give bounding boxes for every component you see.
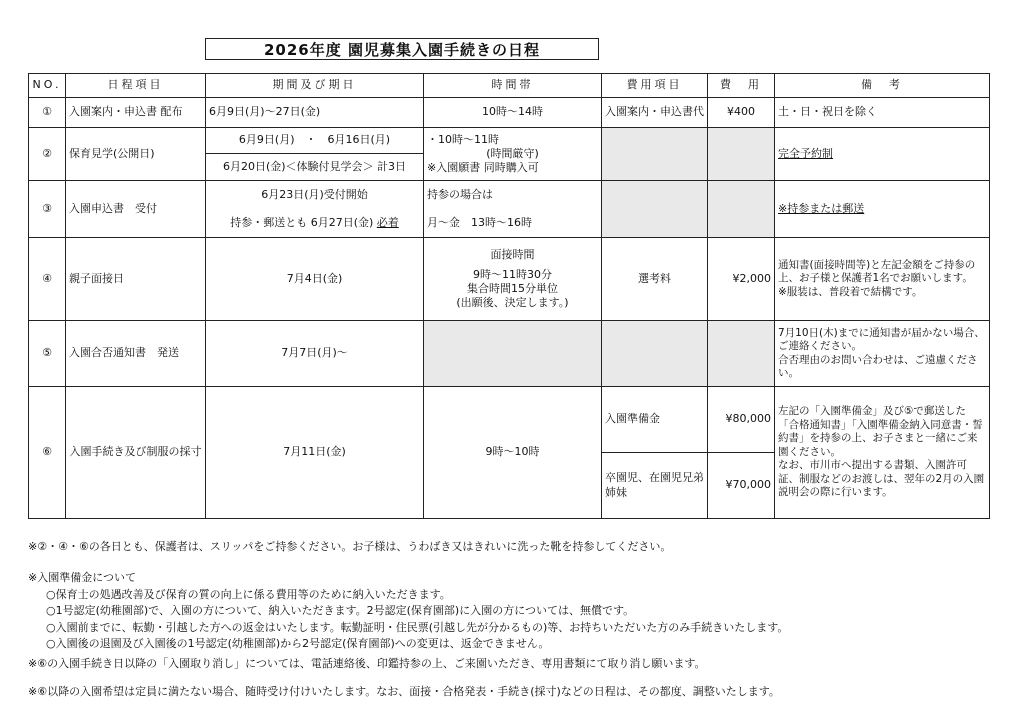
- row-no: ⑥: [29, 387, 66, 519]
- row-fee-empty: [708, 181, 775, 238]
- row-note: [775, 387, 990, 519]
- schedule-table: [28, 73, 990, 519]
- row-note: ※持参または郵送: [775, 181, 990, 238]
- row-item: 入園案内・申込書 配布: [66, 98, 206, 128]
- row-period-b: [206, 209, 424, 238]
- header-item: 日程項目: [66, 74, 206, 98]
- row-period: 7月4日(金): [206, 238, 424, 321]
- note-deposit-item: ○保育士の処遇改善及び保育の質の向上に係る費用等のために納入いただきます。: [46, 587, 451, 601]
- table-row: [29, 181, 990, 209]
- row-item: 入園申込書 受付: [66, 181, 206, 238]
- row-period: 6月9日(月)～27日(金): [206, 98, 424, 128]
- table-row: [29, 387, 990, 453]
- row-no: ⑤: [29, 321, 66, 387]
- row-time-empty: [424, 321, 602, 387]
- row-period: 7月7日(月)～: [206, 321, 424, 387]
- row-period-b-prefix: 持参・郵送とも 6月27日(金): [230, 215, 374, 229]
- row-fee-item-b: 卒園児、在園児兄弟姉妹: [602, 453, 708, 519]
- row-period-b-suffix: 必着: [376, 215, 399, 229]
- row-fee-a: ¥80,000: [708, 387, 775, 453]
- row-fee-item: 選考料: [602, 238, 708, 321]
- row-period: 7月11日(金): [206, 387, 424, 519]
- row-time-c: 集合時間15分単位: [467, 282, 558, 295]
- row-time-a: ・10時～11時: [427, 132, 499, 146]
- row-time-a: 持参の場合は: [424, 181, 602, 209]
- row-period-b: 6月20日(金)＜体験付見学会＞ 計3日: [206, 154, 424, 181]
- row-note-b: なお、市川市へ提出する書類、入園許可証、制服などのお渡しは、翌年の2月の入園説明会の際に行います。: [778, 459, 985, 499]
- note-deposit-title: ※入園準備金について: [28, 571, 136, 584]
- notes-section: [28, 539, 998, 556]
- cancel-notes: [28, 656, 998, 673]
- header-no: NO.: [29, 74, 66, 98]
- deposit-notes: [28, 570, 998, 653]
- row-no: ④: [29, 238, 66, 321]
- row-fee: ¥2,000: [708, 238, 775, 321]
- row-fee-item: 入園案内・申込書代: [602, 98, 708, 128]
- row-item: 親子面接日: [66, 238, 206, 321]
- row-period-a: 6月23日(月)受付開始: [206, 181, 424, 209]
- table-row: [29, 128, 990, 154]
- note-deposit-item: ○1号認定(幼稚園部)で、入園の方について、納入いただきます。2号認定(保育園部)に入園の方については、無償です。: [46, 604, 635, 617]
- row-item: 入園手続き及び制服の採寸: [66, 387, 206, 519]
- row-no: ③: [29, 181, 66, 238]
- row-fee-item-empty: [602, 128, 708, 181]
- row-note: 土・日・祝日を除く: [775, 98, 990, 128]
- row-time-b: 9時～11時30分: [473, 267, 552, 281]
- table-row: [29, 98, 990, 128]
- row-time-c: ※入園願書 同時購入可: [427, 161, 539, 175]
- header-period: 期間及び期日: [206, 74, 424, 98]
- row-note: [775, 238, 990, 321]
- row-time: 10時～14時: [424, 98, 602, 128]
- row-no: ②: [29, 128, 66, 181]
- note-cancel: ※⑥の入園手続き日以降の「入園取り消し」については、電話連絡後、印鑑持参の上、ご来園いただき、専用書類にて取り消し願います。: [28, 657, 706, 670]
- row-period-a: 6月9日(月) ・ 6月16日(月): [206, 128, 424, 154]
- header-time: 時間帯: [424, 74, 602, 98]
- row-time: [424, 128, 602, 181]
- page-title: 2026年度 園児募集入園手続きの日程: [205, 38, 599, 60]
- after-notes: [28, 684, 998, 701]
- table-row: [29, 238, 990, 321]
- row-item: 保育見学(公開日): [66, 128, 206, 181]
- row-time-d: (出願後、決定します。): [456, 296, 569, 310]
- header-fee: 費 用: [708, 74, 775, 98]
- row-fee-item-a: 入園準備金: [602, 387, 708, 453]
- row-fee-empty: [708, 321, 775, 387]
- row-note-a: 左記の「入園準備金」及び⑤で郵送した「合格通知書」「入園準備金納入同意書・誓約書」を持参の上、お子さまと一緒にご来園ください。: [778, 405, 983, 458]
- row-fee-item-empty: [602, 181, 708, 238]
- note-deposit-item: ○入園前までに、転勤・引越した方への返金はいたします。転勤証明・住民票(引越し先が分かるもの)等、お持ちいただいた方のみ手続きいたします。: [46, 620, 789, 634]
- row-fee-item-empty: [602, 321, 708, 387]
- header-note: 備 考: [775, 74, 990, 98]
- row-time: 9時～10時: [424, 387, 602, 519]
- row-time-b: 月～金 13時～16時: [424, 209, 602, 238]
- row-time-a: 面接時間: [490, 247, 535, 261]
- note-slippers: ※②・④・⑥の各日とも、保護者は、スリッパをご持参ください。お子様は、うわばき又はきれいに洗った靴を持参してください。: [28, 540, 672, 553]
- note-deposit-item: ○入園後の退園及び入園後の1号認定(幼稚園部)から2号認定(保育園部)への変更は、返金できません。: [46, 637, 550, 650]
- note-after: ※⑥以降の入園希望は定員に満たない場合、随時受け付けいたします。なお、面接・合格発表・手続き(採寸)などの日程は、その都度、調整いたします。: [28, 685, 780, 698]
- row-note-b: ※服装は、普段着で結構です。: [778, 285, 923, 298]
- table-header-row: [29, 74, 990, 98]
- header-fee-item: 費用項目: [602, 74, 708, 98]
- row-item: 入園合否通知書 発送: [66, 321, 206, 387]
- row-note: [775, 321, 990, 387]
- table-row: [29, 321, 990, 387]
- row-note-a: 通知書(面接時間等)と左記金額をご持参の上、お子様と保護者1名でお願いします。: [778, 258, 976, 285]
- row-fee-b: ¥70,000: [708, 453, 775, 519]
- row-no: ①: [29, 98, 66, 128]
- row-note-a: 7月10日(木)までに通知書が届かない場合、ご連絡ください。: [778, 326, 985, 353]
- row-fee-empty: [708, 128, 775, 181]
- row-note-b: 合否理由のお問い合わせは、ご遠慮ください。: [778, 353, 978, 379]
- row-time: [424, 238, 602, 321]
- row-fee: ¥400: [708, 98, 775, 128]
- row-note: 完全予約制: [775, 128, 990, 181]
- row-time-b: (時間厳守): [486, 146, 539, 160]
